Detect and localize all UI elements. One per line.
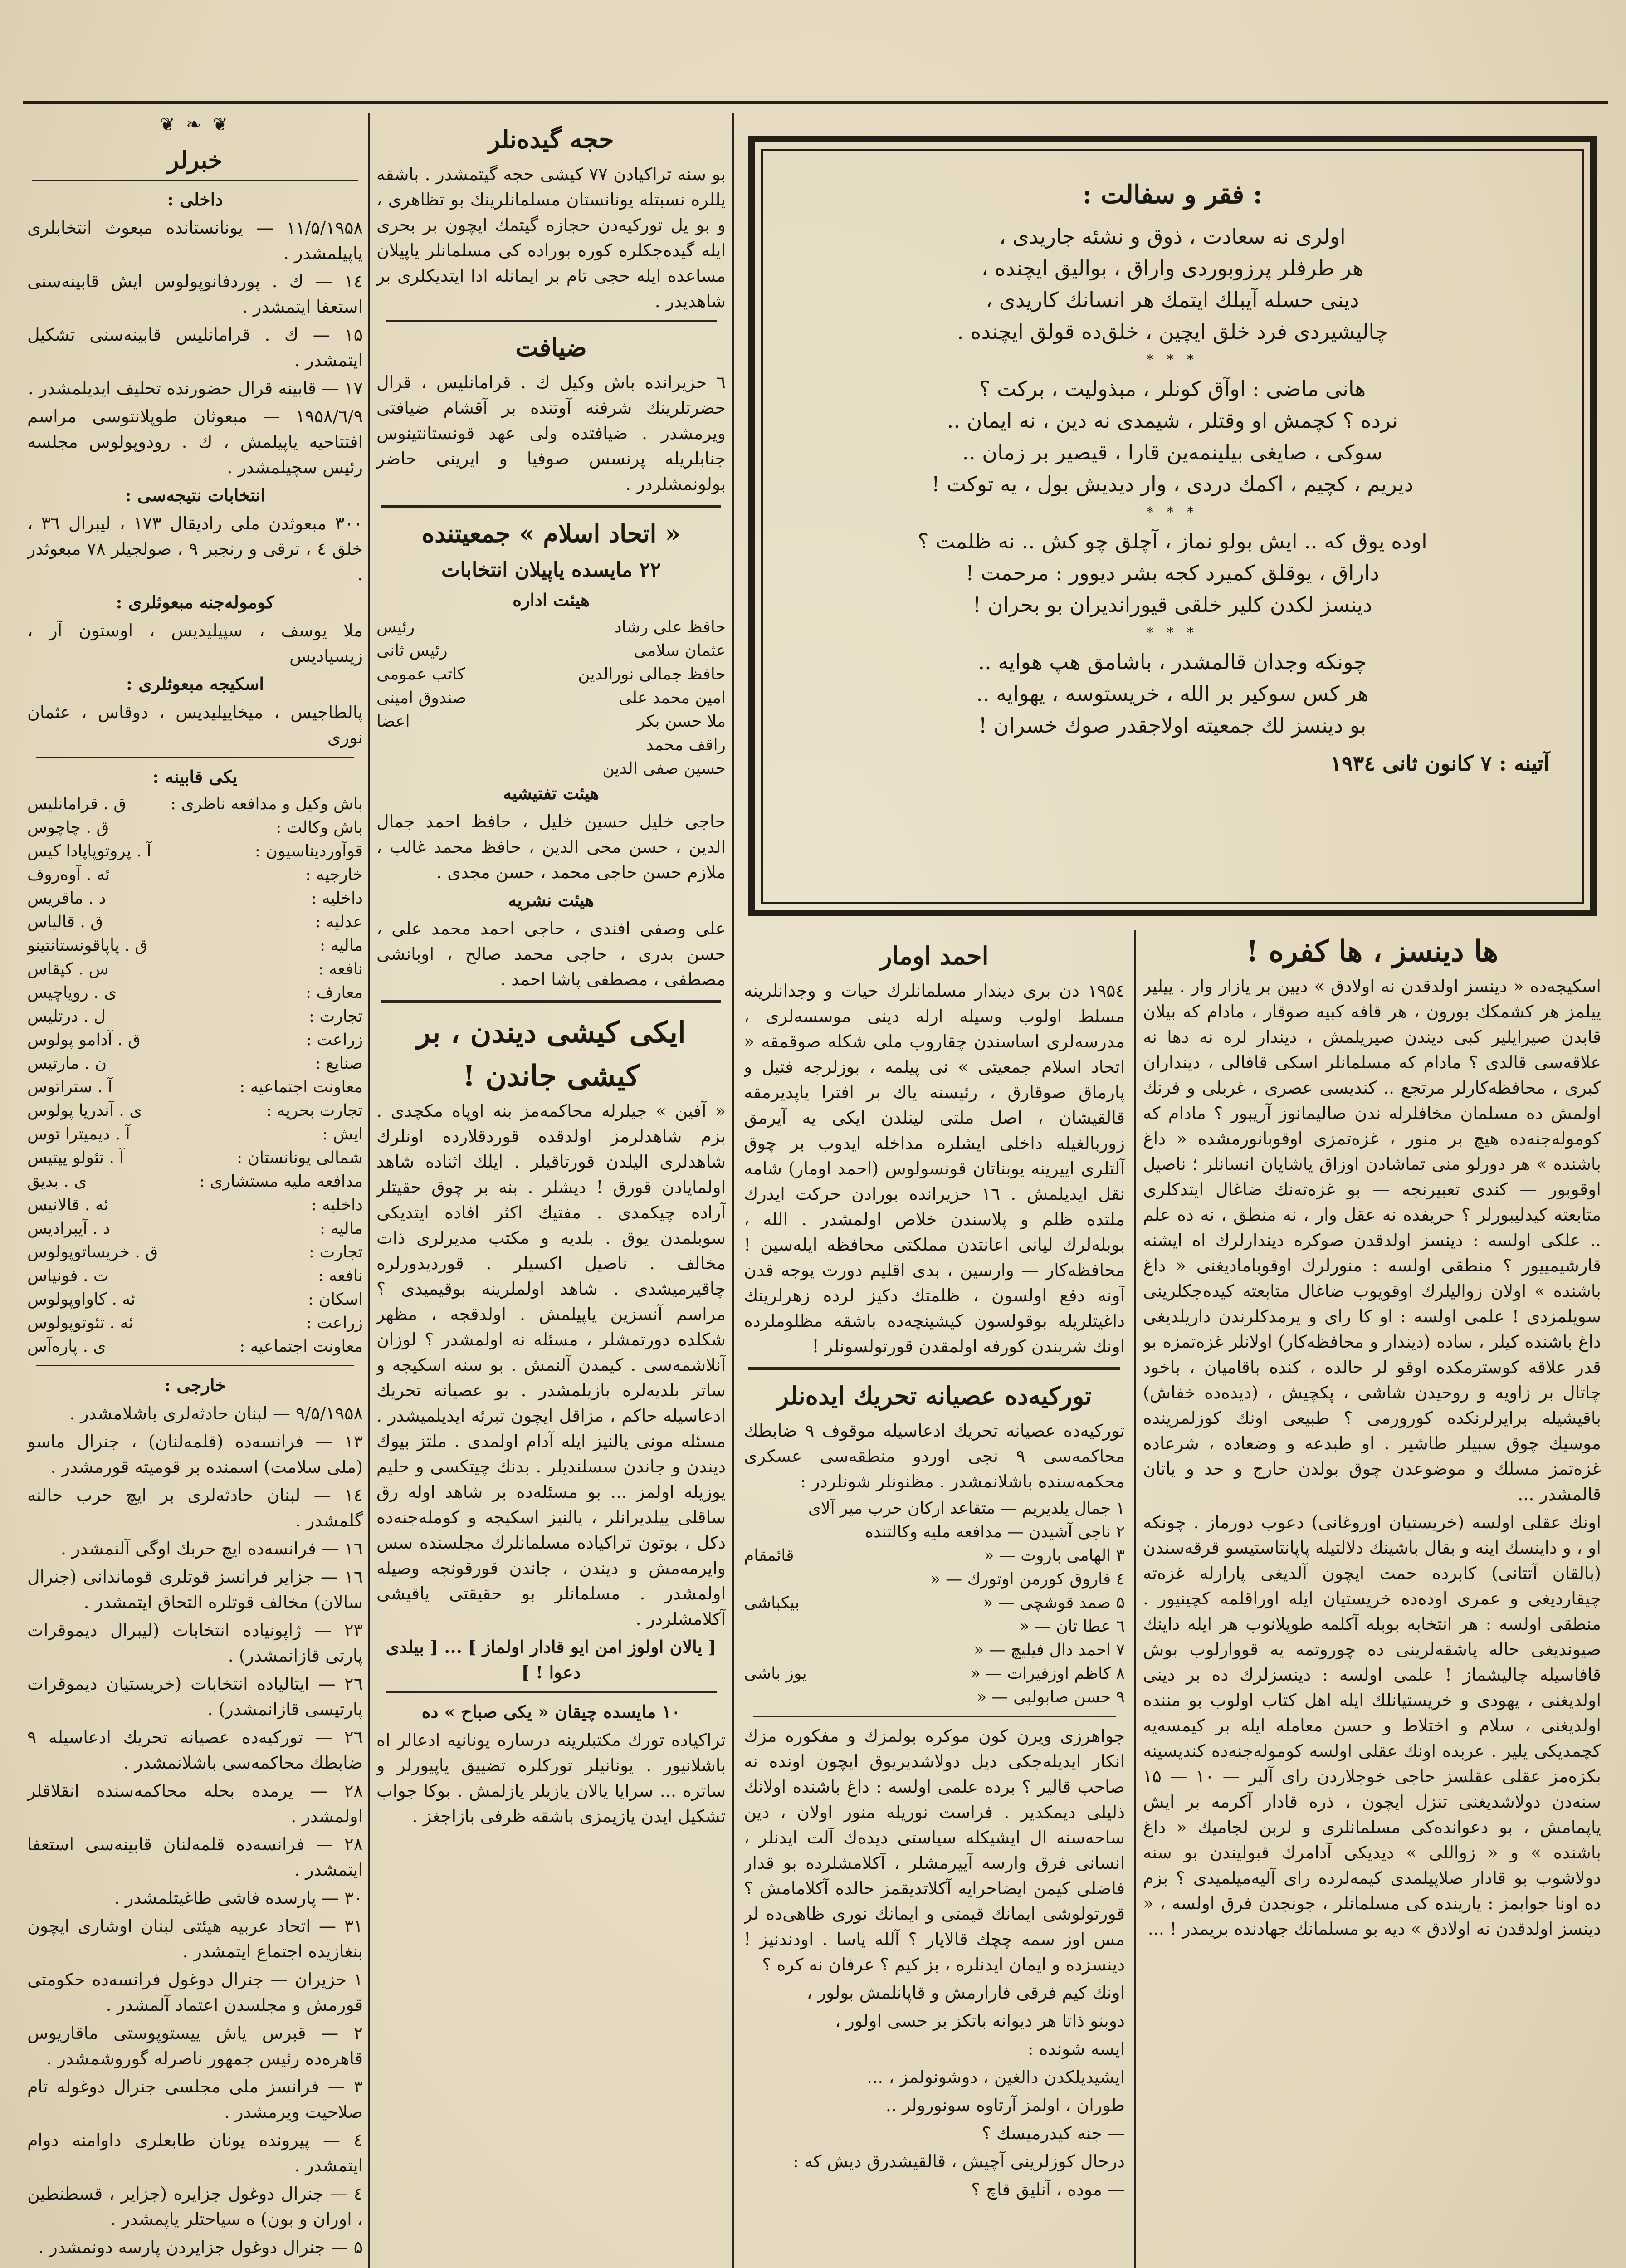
list-item: ٤ — پیرونده یونان طابعلری داوامنه دوام ایتمشدر . [27,2130,363,2175]
cabinet-minister: ئه . تئوتوپولوس [27,1314,133,1332]
poem-line: دینی حسله آیبلك ایتمك هر انسانك کاریدی ، [986,288,1359,312]
trial-text: جواهرزی ویرن کون موکره بولمزك و مفکوره مزك انکار ایدیله‌جکی دیل دولاشدیریوق ایچون اونده نه صاحب قالیر ؟ برده علمی اولسه : داغ باشنده اولانك ذلیلی دیمکدیر . فراست نوریله منور اولان ، دین ساحه‌سنه ال ایشیکله سیاستی دیده‌ك آلت ایدنلر ، انسانی فرق وارسه آییرمشلر ، آکلامشلرده بو قدار فاضلی کیمن ایضاحرایه آکلاتدیقمز حالده آکلامامش ؟ قورتولوشی ایمانك قیمتی و ایمانك نوری ظاهی‌ده لر مس اوز سمه چچك قالایار ؟ آلله یاسا . اودندنیز ! دینسزده و ایمان ایدنلره ، بز کیم ؟ عرفان نه کره ؟ [744,1726,1125,1975]
column-hajj [376,113,726,2268]
board-member: عثمان سلامی [634,641,726,660]
poem-stanza [796,525,1549,621]
foreign-title: خارجی : [164,1375,226,1395]
list-item: ۹/٦/۱۹۵۸ — مبعوثان طوپلانتوسی مراسم افتتاحیه یاپیلمش ، ك . رودوپولوس مجلسه رئیس سچیلمشدر . [27,406,363,477]
trial-lines [744,1980,1125,2202]
cabinet-post: معاونت اجتماعیه : [239,1078,363,1096]
board-member: حافظ علی رشاد [614,618,726,636]
cabinet-post: قوآوردیناسیون : [254,842,363,860]
trial-line: ایشیدیلکدن دالغین ، دوشونولمز ، ... [867,2067,1125,2087]
feast-title: ضیافت [515,333,587,362]
list-item: ۱٦ — جزایر فرانسز قوتلری قوماندانی (جنرال سالان) مخالف قوتلره التحاق ایتمشدر . [27,1567,363,1612]
poem-line: چونکه وجدان قالمشدر ، باشامق هپ هوایه .. [978,650,1367,674]
cabinet-post: مدافعه ملیه مستشاری : [199,1172,363,1191]
trial-line: — موده ، آنلیق قاچ ؟ [971,2180,1125,2200]
defendant-row [744,1615,1125,1638]
komotini-text: ملا یوسف ، سپیلیدیس ، اوستون آر ، زیسیادیس [27,621,363,666]
cabinet-row [27,816,363,840]
defendant-name: ۸ کاظم اوزفیرات — « [970,1664,1125,1683]
poem-title: : فقر و سفالت : [1082,180,1263,210]
cabinet-row [27,1170,363,1193]
cabinet-post: مالیه : [320,1219,363,1238]
list-item: ۳۰ — پارسده فاشی طاغیتلمشدر . [114,1888,363,1908]
stanza-separator: * * * [1146,504,1199,520]
trial-title: تورکیه‌ده عصیانه تحریك ایده‌نلر [776,1381,1092,1410]
godless-text-2: اونك عقلی اولسه (خریستیان اوروغانی) دعوب دورماز . چونکه او ، و داینسك اینه و بقال باشینك دلالتیله پاپانتاستیسو قرقه‌سندن (بالقان آتتانی) کابرده حمت ایچون آلدیغی پارارله غزه‌ته چیقاردیغی و عمری اوده‌ده خریستیان ایله اوراقلمه کچینیور . منطقی اولسه : هر انتخابه بوبله آکلمه طوپلانوب هر ایله داینك صیوندیغی حاله پاشقه‌لرینی ده چوروتمه یه قووارلوب بوش قافاسیله چالیشماز ! علمی اولسه : دینسزلرك ده بر دینی اولدیغنی ، یهودی و خریستیانلك ایله اهل کتاب اولوب بو مننده اولدیغنی ، سلام و اختلاط و حسن معامله ایله بر کیمسه‌یه کچمدیکی یلیر . عربده اونك عقلی اولسه کوموله‌جنه‌ده کندیسینه بکزه‌مز عقلی عقلسز حاجی خوجلاردن رای آلیر — ۱۰ — ۱۵ سنه‌دن دولاشدیغنی تنزل ایچون ، ذره قادار آکرمه بر ایش یاپمامش ، بو دعوانده‌كی مسلمانلری و لربن لجامیك « داغ باشنده » و « زواللی » دیدیکی آدامرك قبولیندن بو سنه دولاشوب بو قادار صلاپیلمدی کیمه‌لرده رای آلیه‌میلمیدی ؟ بزم ده اونا جوابمز : یارینده کی مسلمانلر ، جونجدن فرق اولسه ، « دینسز اولدقدن نه اولادق » دیه بو مسلمانك جهادنده بریمدر ! ... [1143,1512,1601,1939]
column-rule [1134,930,1136,2268]
cabinet-row [27,1146,363,1170]
cabinet-list [27,792,363,1359]
cabinet-post: ایش : [322,1125,363,1144]
cabinet-minister: ق . آدامو پولوس [27,1031,141,1049]
defendant-row [744,1662,1125,1686]
defendant-rank: یوز باشی [744,1664,807,1683]
internal-items [27,215,363,480]
defendant-row [744,1638,1125,1662]
divider [381,505,721,508]
list-item: ۲٦ — تورکیه‌ده عصیانه تحریك ادعاسیله ۹ ضابطك محاکمه‌سی باشلانمشدر . [27,1727,363,1773]
cabinet-row [27,1193,363,1217]
cabinet-post: نافعه : [318,960,363,978]
cabinet-post: تجارت بحریه : [266,1101,363,1120]
poem-line: هانی ماضی : اوآق کونلر ، مبذولیت ، برکت ؟ [979,376,1366,401]
poem-stanza [796,220,1549,347]
cabinet-minister: ئه . کاواوپولوس [27,1290,136,1309]
omar-text: ۱۹۵٤ دن بری دیندار مسلمانلرك حیات و وجدانلرینه مسلط اولوب وسیله ارله دینی موسسه‌لری ، مدرسه‌لری اساسندن چقاروب ملی شکله صوقمقه « اتحاد اسلام جمعیتی » نی پیلمه ، بوزلرجه فتیل و پارماق صوقارق ، رئیسنه یاك بر افترا یاپدیرمقه قالقیشان ، اصل ملتی لینلدن ایکی یه آیرمق زوربالغیله داخلی ایشلره مداخله ایدوب بر چوق آلتلری اییرینه یوبناتان قونسولوس (احمد اومار) شامه نقل ایدیلمش . ۱٦ حزیرانده بورادن حرکت ایدرك ملتده ظلم و پلاسندن خلاص اولمشدر . الله ، بوبله‌لرك لیانی اعانتدن مملکتی محافظه ایله‌سین ! محافظه‌کار — وارسین ، بدی اقلیم دورت یوجه قدن آونه دفع اولسون ، ظلمتك دکیز لرده زهرلرینك داغیتلریله بوقولسون کیشینچه‌ده باشقه مظلوملرده اونك شریندن کورفه اولمقدن قورتولسونلر ! [744,981,1125,1356]
cabinet-row [27,1005,363,1028]
masthead-rule [23,101,1608,104]
list-item: ۳۱ — اتحاد عربیه هیئتی لبنان اوشاری ایچون بنغازیده اجتماع ایتمشدر . [27,1916,363,1961]
article-title: ایکی کیشی دیندن ، بر کیشی جاندن ! [416,1016,686,1093]
list-item: ۱ حزیران — جنرال دوغول فرانسه‌ده حکومتی قورمش و مجلسدن اعتماد آلمشدر . [27,1970,363,2015]
cabinet-minister: آ . ستراتوس [27,1078,112,1096]
poem-line: دیریم ، کچیم ، اکمك دردی ، وار دیدیش بول ، یه توکت ! [931,472,1414,496]
election-text: ۳۰۰ مبعوثدن ملی رادیقال ۱۷۳ ، لیبرال ۳٦ ، خلق ٤ ، ترقی و رنجبر ۹ ، صولجیلر ۷۸ مبعوثدر . [27,513,363,584]
cabinet-post: خارجیه : [305,865,363,884]
cabinet-minister: د . ماقریس [27,889,106,908]
cabinet-minister: ن . مارتیس [27,1054,107,1073]
xanthi-text: پالطاجیس ، میخاییلیدیس ، دوقاس ، عثمان نوری [27,702,363,748]
divider [36,757,354,758]
poem-line: هر کس سوکیر بر الله ، خریستوسه ، یهوایه .. [976,681,1369,706]
cabinet-row [27,981,363,1005]
closing-note: [ یالان اولوز امن ایو قادار اولماز ] ... [ بیلدی دعوا ! ] [386,1637,717,1682]
publish-text: علی وصفی افندی ، حاجی احمد محمد علی ، حسن بدری ، حاجی محمد صالح ، اوبانشی مصطفی ، مصطفی پاشا احمد . [376,919,726,989]
trial-line: طوران ، اولمز آرتاوه سونورولر .. [885,2095,1125,2115]
poem-line: داراق ، یوقلق کمیرد کجه بشر دیوور : مرحمت ! [966,561,1379,585]
audit-title: هیئت تفتیشیه [503,783,599,803]
cabinet-row [27,1028,363,1052]
divider [381,1000,721,1003]
column-news [27,113,363,2268]
poem-line: چالیشیردی فرد خلق ایچین ، خلق‌ده قولق ایچنده . [957,319,1388,344]
xanthi-title: اسکیجه مبعوثلری : [126,674,264,694]
cabinet-post: باش وکالت : [276,818,363,837]
board-role: اعضا [376,712,410,731]
cabinet-title: یکی قابینه : [152,767,238,787]
defendant-row [744,1568,1125,1591]
defendant-name: ۱ جمال یلدیریم — متقاعد ارکان حرب میر آلای [808,1499,1125,1518]
defendant-row [744,1686,1125,1709]
column-rule [732,113,734,2268]
cabinet-minister: ئه . آوه‌روف [27,865,110,884]
board-row [376,757,726,781]
list-item: ۲ — قبرس یاش ییستوپوستی ماقاریوس قاهره‌ده رئیس جمهور ناصرله گوروشمشدر . [27,2023,363,2068]
poem-line: بو دینسز لك جمعیته اولاجقدر صوك خسران ! [978,713,1367,738]
trial-line: ایسه شونده : [1027,2039,1125,2059]
column-ahmed-omar [744,930,1125,2268]
cabinet-post: معاونت اجتماعیه : [239,1337,363,1356]
defendant-name: ۲ ناجی آشیدن — مدافعه ملیه وکالتنده [865,1523,1125,1541]
list-item: ۱٤ — ك . پوردفانوپولوس ایش قابینه‌سنی استعفا ایتمشدر . [27,271,363,317]
board-row [376,663,726,686]
board-role: صندوق امینی [376,689,467,707]
defendant-name: ٤ فاروق کورمن اوتورك — « [930,1570,1125,1589]
cabinet-row [27,934,363,958]
cabinet-minister: ئه . قالانیس [27,1196,109,1214]
board-member: امین محمد علی [618,689,726,707]
header-ornament: ❦ ❧ ❦ [160,114,230,135]
board-member: راقف محمد [646,736,726,754]
board-role: رئیس [376,618,415,636]
cabinet-minister: ق . قالیاس [27,913,103,931]
board-title: هیئت اداره [513,590,590,610]
poem-box [748,136,1597,916]
list-item: ۱۵ — ك . قرامانلیس قابینه‌سنی تشکیل ایتمشدر . [27,325,363,370]
cabinet-minister: س . کپقاس [27,960,109,978]
bottom-text: تراکیاده تورك مکتبلرینه درساره یونانیه ادعالر اه باشلانیور . یونانیلر تورکلره تضییق یاپیورلر و ساتره ... سرایا یالان یازیلر یازلمش . بوکا جواب تشکیل ایدن یازیمزی باشقه ظرفی بازاجغز . [376,1730,726,1826]
list-item: ۱٦ — فرانسه‌ده ایچ حربك اوگی آلنمشدر . [61,1539,363,1559]
komotini-title: کوموله‌جنه مبعوثلری : [116,592,274,612]
internal-title: داخلی : [167,189,223,210]
trial-intro: تورکیه‌ده عصیانه تحریك ادعاسیله موقوف ۹ ضابطك محاکمه‌سی ۹ نجی اوردو منطقه‌سی عسکری محکمه‌سنده باشلانمشدر . مظنونلر شونلردر : [744,1421,1125,1491]
godless-title: ها دینسز ، ها کفره ! [1245,934,1499,968]
cabinet-minister: ق . پاپاقونستانتینو [27,936,148,955]
list-item: ۲۳ — ژاپونیاده انتخابات (لیبرال دیموقرات پارتی قازانمشدر) . [27,1620,363,1666]
board-member: حافظ جمالی نورالدین [578,665,726,684]
election-title: انتخابات نتیجه‌سی : [125,485,265,505]
cabinet-post: معارف : [306,983,363,1002]
cabinet-row [27,792,363,816]
cabinet-row [27,958,363,981]
defendant-row [744,1591,1125,1615]
cabinet-row [27,863,363,887]
trial-line: — جنه کیدرمیسك ؟ [981,2123,1125,2143]
board-role: کاتب عمومی [376,665,465,684]
cabinet-minister: ل . درتلیس [27,1007,106,1026]
poem-line: اولری نه سعادت ، ذوق و نشئه جاریدی ، [999,224,1346,249]
divider [386,1691,717,1693]
cabinet-post: عدلیه : [315,913,363,931]
cabinet-row [27,1123,363,1146]
board-row [376,616,726,639]
cabinet-row [27,1311,363,1335]
godless-text: اسکیجه‌ده « دینسز اولدقدن نه اولادق » دیین بر یازار وار . ییلیر ییلمز هر کشمکك بورون ، هر قافه کبیه صوقار ، مادام که بیلان قابدن صیرایلیر کبی دیندن صیریلمش ، دیندار لره نه دها نه علاقه‌سی قالدی ؟ مادام که مسلمانلر اسکی قافالی ، دینداران کبری ، محافظه‌کارلر مرتجع .. کندیسی عصری ، غربلی و فرنك اولمش ده مسلمان مخافلرله ندن صالیمانوز آریبور ؟ مادام که کوموله‌جنه‌ده هیچ بر منور ، غزه‌تمزی اوقوبانورمشده « داغ باشنده » هر دورلو منی تماشادن اوزاق یاشایان انسانلر ؛ ناصیل اوقوبور — کندی تعبیرنجه — بو غزه‌ته‌نك ضاغال ایتدکلری متابعته کیدلیبورلر ؟ حریفده نه عقل وار ، نه منطق ، نه ده علم .. علکی اولسه : دینسز اولدقدن صوکره دیندارلرك اه ایشنه قارشیمییور ؟ منطقی اولسه : منورلرك اوقوبامادیغنی « داغ باشنده » اولان زوالیلرك اوقویوب ضاغال متابعته کیده‌جکلرینی سویلمزدی ! علمی اولسه : او کا رای و یرمدکلرندن داریلدیغی داغ باشنده کیلر ، ساده (دیندار و محافظه‌کار) اولانلر غزه‌تمزه بو قدر علاقه کوسترمکده اوقو لر حالده ، کنده باقامیان ، باخود چاتال بر زاویه و روحیدن شاشی ، پکچیش ، (دیده‌ده خفاش) باقیشیله برایرلرنکده کورورمی ؟ طبیعی اونك کوزلمرینده موسیك چوق سبیلر طاشیر . او طبدعه و وضعاده ، شرعاده غزه‌تمز مسلك و موضوعدن چوق بولدن حارج و حد و یاتان قالمشدر ... [1143,976,1601,1504]
cabinet-post: شمالی یونانستان : [237,1149,363,1167]
cabinet-row [27,1217,363,1241]
cabinet-row [27,1288,363,1311]
list-item: ۲٦ — ایتالیاده انتخابات (خریستیان دیموقرات پارتیسی قازانمشدر) . [27,1674,363,1719]
poem-stanza [796,646,1549,741]
cabinet-minister: ی . پاره‌آس [27,1337,106,1356]
feast-text: ٦ حزیرانده باش وکیل ك . قرامانلیس ، قرال حضرتلرینك شرفنه آوتنده بر آقشام ضیافتی ویرمشدر . ضیافتده ولی عهد قونستانتینوس جنابلریله پرنسس صوفیا و ایرینی حاضر بولونمشلردر . [376,372,726,494]
bottom-title: ۱۰ مایسده چیقان « یکی صباح » ده [421,1701,681,1722]
cabinet-row [27,1264,363,1288]
poem-stanzas [796,220,1549,741]
defendant-name: ٦ عطا تان — « [1019,1617,1125,1636]
list-item: ۱٤ — لبنان حادثه‌لری بر ایچ حرب حالنه گلمشدر . [27,1485,363,1530]
cabinet-row [27,1241,363,1264]
poem-line: سوکی ، صایغی بیلینمه‌ین قارا ، قیصیر بر زمان .. [962,440,1383,464]
defendants-list [744,1497,1125,1709]
divider [386,320,717,322]
stanza-separator: * * * [1146,625,1199,641]
cabinet-minister: ی . آندریا پولوس [27,1101,142,1120]
cabinet-minister: د . آیبرادیس [27,1219,111,1238]
cabinet-post: زراعت : [306,1031,363,1049]
list-item: ۲۸ — فرانسه‌ده قلمه‌لنان قابینه‌سی استعفا ایتمشدر . [27,1834,363,1880]
cabinet-post: تجارت : [308,1243,363,1261]
board-list [376,616,726,781]
poem-line: دینسز لکدن کلیر خلقی قیوراندیران بو بحران ! [972,592,1372,617]
defendant-rank: بیکباشی [744,1593,800,1612]
defendant-name: ۷ احمد دال فیلیچ — « [974,1641,1125,1659]
foreign-list [27,1401,363,2260]
poem-line: نرده ؟ کچمش او وقتلر ، شیمدی نه دین ، نه ایمان .. [947,408,1398,433]
cabinet-minister: ق . قرامانلیس [27,795,127,813]
cabinet-post: اسکان : [308,1290,363,1309]
list-item: ۳ — فرانسز ملی مجلسی جنرال دوغوله تام صلاحیت ویرمشدر . [27,2077,363,2122]
divider [36,1365,354,1366]
list-item: ٤ — جنرال دوغول جزایره (جزایر ، قسطنطین ، اوران و بون) ه سیاحتلر یاپمشدر . [27,2184,363,2229]
cabinet-row [27,887,363,910]
cabinet-post: زراعت : [306,1314,363,1332]
list-item: ۵ — جنرال دوغول جزایردن پارسه دونمشدر . [38,2237,363,2257]
list-item: ۱۷ — قابینه قرال حضورنده تحلیف ایدیلمشدر . [28,378,363,398]
column-godless [1143,930,1601,2268]
defendant-name: ۵ صمد قوشچی — « [983,1593,1125,1612]
cabinet-minister: آ . تئولو ییتیس [27,1149,124,1167]
publish-title: هیئت نشریه [508,890,594,910]
cabinet-minister: ت . فونیاس [27,1266,109,1285]
cabinet-post: تجارت : [308,1007,363,1026]
cabinet-minister: ی . بدیق [27,1172,87,1191]
cabinet-post: نافعه : [318,1266,363,1285]
news-header: خبرلر [32,141,358,181]
trial-line: دوبنو ذاتا هر دیوانه باتکز بر حسی اولور ، [835,2011,1125,2031]
audit-text: حاجی خلیل حسین خلیل ، حافظ احمد جمال الدین ، حسن محی الدین ، حافظ محمد غالب ، ملازم حسن حاجی محمد ، حسن مجدی . [376,811,726,882]
poem-stanza [796,373,1549,500]
trial-line: اونك کیم فرقی فارارمش و قاپانلمش بولور ، [806,1983,1125,2003]
defendant-row [744,1520,1125,1544]
cabinet-minister: آ . پروتوپاپادا کیس [27,842,151,860]
poem-date: آتینه : ۷ کانون ثانی ۱۹۳٤ [1330,751,1549,776]
cabinet-row [27,910,363,934]
assoc-title: « اتحاد اسلام » جمعیتنده [421,519,681,548]
defendant-name: ۳ الهامی باروت — « [984,1546,1125,1565]
article-text: « آفین » جیلرله محاکمه‌مز بنه اوپاه مکچدی . بزم شاهدلرمز اولدقده قوردقلارده اونلرك شاهدلری الیلدن قورتاقیلر . ایلك اثناده شاهد اولمایادن قورق ! دیشلر . بنه بر چوق حقیتلر آراده چیکمدی . مفتیك اکثر افاده ایتدیکی سوبلمدن یوق . بلدیه و مکتب مدیرلری ذات مخالف . ناصیل اکسیلر . قوردیدورلره چاقیرمیشدی . شاهد اولملرینه بوقیمیدی ؟ مراسم آنسزین یاپیلمش . اولدقجه ، مظهر شکلده دورتمشلر ، مسئله نه اولمشدر ؟ لوزان آنلاشمه‌سی . کیمدن آلنمش . بو سنه اسکیجه و ساتر بلدیه‌لره بازیلمشدر . بو عصیانه تحریك ادعاسیله حاکم ، مزاقل ایچون تبرئه ایدیلمیشدر . مسئله مونی یالنیز ایله آدام اولمدی . ملتز بیوك دیندن و جاندن سسلندیلر . بدنك چیتکسی و حلیم یوزیله اولمز ... بو مسئله‌ده بر شاهد اوله رق ساقلی ییلدیرانلر ، یالنیز اسکیجه و کومله‌جنه‌ده دکل ، بوتون تراکیاده مسلمانلرك مجلسنده سس وایرمه‌مش و دیندن ، جاندن قورقونجه وصیله اولمشدر . مسلمانلر بو حقیقتی یاقیشی آکلامشلردر . [376,1101,726,1629]
hajj-title: حجه گیده‌نلر [488,125,614,154]
divider [753,1716,1116,1717]
trial-line: درحال کوزلرینی آچیش ، قالقیشدرق دیش که : [793,2151,1125,2171]
board-row [376,733,726,757]
board-row [376,639,726,663]
cabinet-minister: ق . خریساتوپولوس [27,1243,158,1261]
board-member: حسین صفی الدین [602,759,726,778]
cabinet-minister: آ . دیمیترا توس [27,1125,130,1144]
defendant-row [744,1544,1125,1568]
cabinet-row [27,1099,363,1123]
cabinet-row [27,840,363,863]
cabinet-minister: ی . رویاچیس [27,983,117,1002]
cabinet-post: مالیه : [320,936,363,955]
cabinet-row [27,1052,363,1075]
list-item: ۹/۵/۱۹۵۸ — لبنان حادثه‌لری باشلامشدر . [69,1403,363,1423]
board-row [376,710,726,733]
defendant-row [744,1497,1125,1520]
omar-title: احمد اومار [880,941,989,970]
cabinet-post: داخلیه : [311,1196,363,1214]
cabinet-post: باش وکیل و مدافعه ناظری : [170,795,363,813]
list-item: ۲۸ — یرمده بحله محاکمه‌سنده انقلاقلر اولمشدر . [27,1781,363,1826]
defendant-name: ۹ حسن صابولبی — « [977,1688,1125,1706]
board-role: رئیس ثانی [376,641,448,660]
cabinet-row [27,1335,363,1359]
list-item: ۱۱/۵/۱۹۵۸ — یونانستانده مبعوث انتخابلری یاپیلمشدر . [27,218,363,263]
board-row [376,686,726,710]
cabinet-post: داخلیه : [311,889,363,908]
cabinet-post: صنایع : [315,1054,363,1073]
assoc-subtitle: ۲۲ مایسده یاپیلان انتخابات [441,558,661,582]
column-rule [368,113,370,2268]
cabinet-minister: ق . چاچوس [27,818,109,837]
defendant-rank: قائمقام [744,1546,794,1565]
cabinet-row [27,1075,363,1099]
poem-line: هر طرفلر پرزوبوردی واراق ، بوالیق ایچنده ، [981,256,1364,280]
divider [748,1367,1120,1370]
hajj-text: بو سنه تراکیادن ۷۷ کیشی حجه گیتمشدر . باشقه یللره نسبتله یونانستان مسلمانلرینك بو تظاهری ، و بو یل تورکیه‌دن حجازه گیتمك ایچون بر بحری ایله گیده‌جکلره کوره بوراده کی مسلمانلر یاپیلان مساعده ایله حجی تام بر ایمانله ادا ایتدیکلری بر شاهدیدر . [376,164,726,311]
stanza-separator: * * * [1146,352,1199,368]
board-member: ملا حسن بکر [637,712,726,731]
poem-line: اوده یوق که .. ایش بولو نماز ، آچلق چو کش .. نه ظلمت ؟ [918,529,1427,553]
list-item: ۱۳ — فرانسه‌ده (قلمه‌لنان) ، جنرال ماسو (ملی سلامت) اسمنده بر قومیته قورمشدر . [27,1432,363,1477]
